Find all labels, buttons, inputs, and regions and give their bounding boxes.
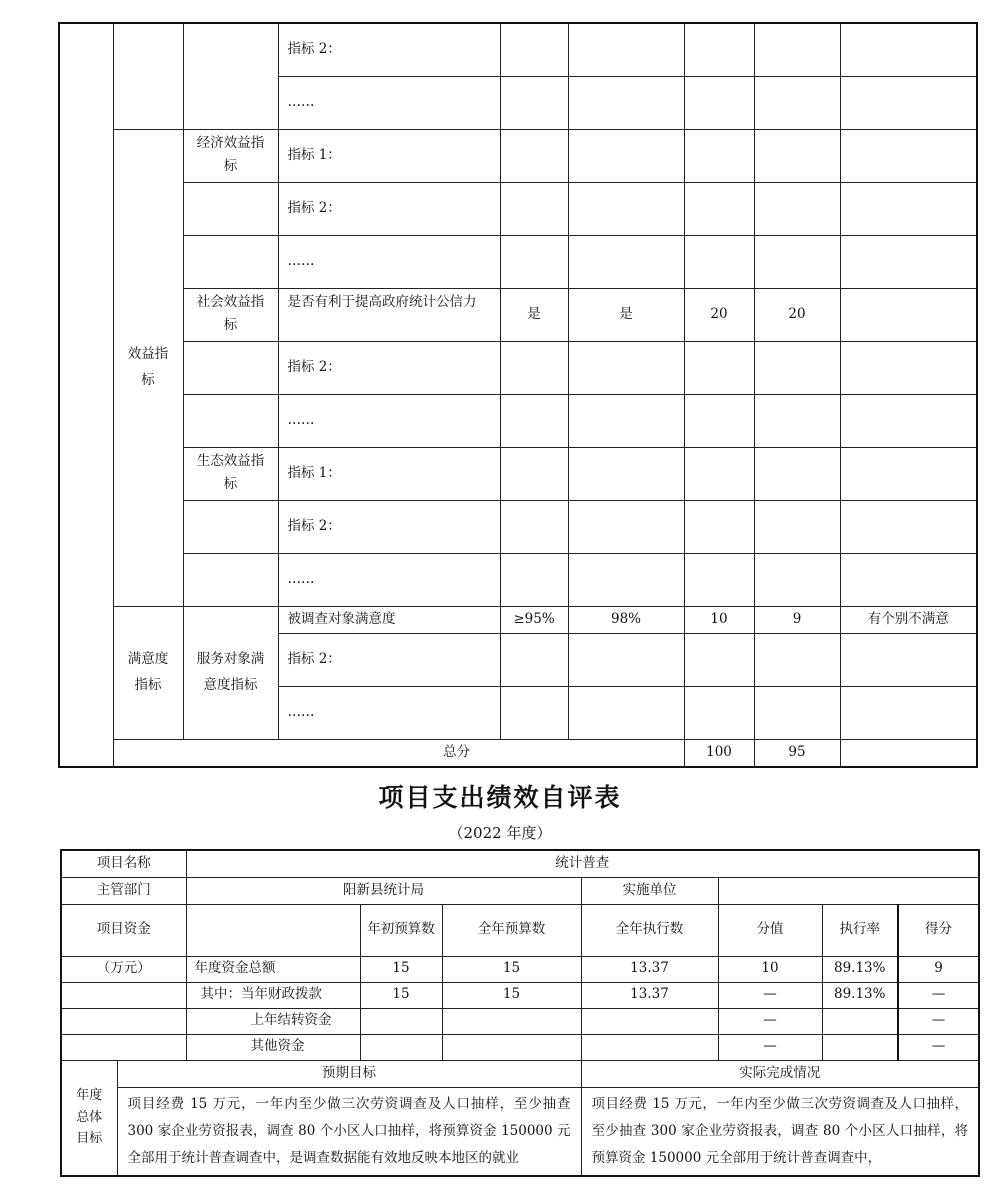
- score-value: 20: [754, 288, 840, 341]
- indicator-name: ……: [278, 686, 500, 739]
- fund-executed: [581, 1034, 718, 1060]
- dept-value: 阳新县统计局: [186, 877, 581, 904]
- note-value: [840, 182, 977, 235]
- indicator-table-body: [59, 23, 977, 767]
- level3-cell: [183, 553, 278, 606]
- actual-completion-label: 实际完成情况: [581, 1060, 979, 1087]
- total-score: 95: [754, 739, 840, 767]
- note-value: [840, 129, 977, 182]
- indicator-row: [59, 447, 977, 500]
- fund-initial: [360, 1008, 442, 1034]
- impl-value: [718, 877, 979, 904]
- target-value: [500, 182, 568, 235]
- weight-value: 10: [684, 606, 754, 633]
- weight-value: [684, 182, 754, 235]
- note-value: [840, 341, 977, 394]
- level3-cell: [183, 182, 278, 235]
- total-row: [59, 739, 977, 767]
- header-annual-budget: 全年预算数: [442, 904, 581, 956]
- actual-value: [568, 633, 684, 686]
- expected-goal-text: 项目经费 15 万元，一年内至少做三次劳资调查及人口抽样，至少抽查 300 家企业劳资报表，调查 80 个小区人口抽样，将预算资金 150000 元全部用于统计普查调查中，是调查数据能有效地反映本地区的就业: [117, 1087, 581, 1176]
- actual-completion-text: 项目经费 15 万元，一年内至少做三次劳资调查及人口抽样，至少抽查 300 家企业劳资报表，调查 80 个小区人口抽样，将预算资金 150000 元全部用于统计普查调查中，: [581, 1087, 979, 1176]
- weight-value: 20: [684, 288, 754, 341]
- funds-header-blank: [186, 904, 360, 956]
- score-value: [754, 341, 840, 394]
- indicator-name: ……: [278, 76, 500, 129]
- fund-weight: 10: [718, 956, 822, 982]
- level3-cell: 经济效益指标: [183, 129, 278, 182]
- department-row: [61, 877, 979, 904]
- target-value: [500, 447, 568, 500]
- target-value: [500, 341, 568, 394]
- target-value: [500, 553, 568, 606]
- level2-cell: 满意度指标: [113, 606, 183, 739]
- note-value: [840, 235, 977, 288]
- fund-executed: 13.37: [581, 956, 718, 982]
- score-value: [754, 553, 840, 606]
- level3-cell: [183, 23, 278, 129]
- score-value: [754, 633, 840, 686]
- weight-value: [684, 500, 754, 553]
- fund-initial: 15: [360, 956, 442, 982]
- target-value: 是: [500, 288, 568, 341]
- indicator-row: [59, 235, 977, 288]
- indicator-name: 被调查对象满意度: [278, 606, 500, 633]
- total-weight: 100: [684, 739, 754, 767]
- fund-annual: [442, 1008, 581, 1034]
- level2-cell: 效益指标: [113, 129, 183, 606]
- weight-value: [684, 23, 754, 76]
- fund-row: [61, 956, 979, 982]
- level3-cell: 生态效益指标: [183, 447, 278, 500]
- expected-goal-label: 预期目标: [117, 1060, 581, 1087]
- weight-value: [684, 633, 754, 686]
- target-value: [500, 500, 568, 553]
- weight-value: [684, 553, 754, 606]
- actual-value: [568, 76, 684, 129]
- score-value: [754, 447, 840, 500]
- indicator-name: 指标 2：: [278, 500, 500, 553]
- score-value: [754, 129, 840, 182]
- score-value: [754, 182, 840, 235]
- actual-value: [568, 182, 684, 235]
- level3-cell: [183, 235, 278, 288]
- note-value: [840, 23, 977, 76]
- funds-blank: [61, 982, 186, 1008]
- indicator-name: ……: [278, 235, 500, 288]
- indicator-table: [58, 22, 978, 768]
- indicator-row: [59, 606, 977, 633]
- indicator-row: [59, 341, 977, 394]
- target-value: [500, 394, 568, 447]
- header-initial-budget: 年初预算数: [360, 904, 442, 956]
- score-value: 9: [754, 606, 840, 633]
- indicator-row: [59, 182, 977, 235]
- indicator-name: 指标 2：: [278, 182, 500, 235]
- funds-label: 项目资金: [61, 904, 186, 956]
- indicator-name: 指标 1：: [278, 129, 500, 182]
- weight-value: [684, 686, 754, 739]
- project-name-value: 统计普查: [186, 850, 979, 877]
- fund-weight: —: [718, 1008, 822, 1034]
- fund-initial: [360, 1034, 442, 1060]
- target-value: [500, 23, 568, 76]
- level3-cell: [183, 341, 278, 394]
- funds-unit: （万元）: [61, 956, 186, 982]
- score-value: [754, 500, 840, 553]
- actual-value: [568, 500, 684, 553]
- indicator-row: [59, 394, 977, 447]
- actual-value: [568, 235, 684, 288]
- indicator-row: [59, 129, 977, 182]
- indicator-row: [59, 288, 977, 341]
- indicator-name: 指标 2：: [278, 23, 500, 76]
- target-value: ≥95%: [500, 606, 568, 633]
- level1-cell: [59, 23, 113, 767]
- fund-annual: 15: [442, 956, 581, 982]
- funds-blank: [61, 1034, 186, 1060]
- target-value: [500, 633, 568, 686]
- header-score: 得分: [898, 904, 979, 956]
- project-name-row: [61, 850, 979, 877]
- fund-initial: 15: [360, 982, 442, 1008]
- target-value: [500, 76, 568, 129]
- target-value: [500, 129, 568, 182]
- note-value: [840, 633, 977, 686]
- indicator-name: 是否有利于提高政府统计公信力: [278, 288, 500, 341]
- fund-score: —: [898, 1034, 979, 1060]
- actual-value: 98%: [568, 606, 684, 633]
- fund-annual: 15: [442, 982, 581, 1008]
- actual-value: [568, 447, 684, 500]
- score-value: [754, 686, 840, 739]
- impl-label: 实施单位: [581, 877, 718, 904]
- level3-cell: 社会效益指标: [183, 288, 278, 341]
- indicator-name: 指标 1：: [278, 447, 500, 500]
- note-value: [840, 76, 977, 129]
- fund-rate: 89.13%: [822, 982, 898, 1008]
- actual-value: [568, 553, 684, 606]
- level3-cell: 服务对象满意度指标: [183, 606, 278, 739]
- target-value: [500, 235, 568, 288]
- indicator-name: 指标 2：: [278, 341, 500, 394]
- funds-header-row: [61, 904, 979, 956]
- weight-value: [684, 129, 754, 182]
- actual-value: [568, 686, 684, 739]
- target-value: [500, 686, 568, 739]
- fund-rate: [822, 1008, 898, 1034]
- total-label: 总分: [113, 739, 684, 767]
- header-executed: 全年执行数: [581, 904, 718, 956]
- fund-weight: —: [718, 982, 822, 1008]
- actual-value: [568, 23, 684, 76]
- fund-weight: —: [718, 1034, 822, 1060]
- actual-value: [568, 394, 684, 447]
- note-value: [840, 686, 977, 739]
- note-value: [840, 394, 977, 447]
- note-value: [840, 553, 977, 606]
- fund-row: [61, 1034, 979, 1060]
- note-value: [840, 447, 977, 500]
- fund-rate: 89.13%: [822, 956, 898, 982]
- fund-score: 9: [898, 956, 979, 982]
- header-weight: 分值: [718, 904, 822, 956]
- actual-value: 是: [568, 288, 684, 341]
- indicator-name: 指标 2：: [278, 633, 500, 686]
- level3-cell: [183, 500, 278, 553]
- level2-cell: [113, 23, 183, 129]
- weight-value: [684, 447, 754, 500]
- fund-row-label: 其中：当年财政拨款: [186, 982, 360, 1008]
- fund-row-label: 上年结转资金: [186, 1008, 360, 1034]
- indicator-row: [59, 500, 977, 553]
- total-note: [840, 739, 977, 767]
- actual-value: [568, 341, 684, 394]
- fund-row: [61, 982, 979, 1008]
- project-name-label: 项目名称: [61, 850, 186, 877]
- fund-row-label: 年度资金总额: [186, 956, 360, 982]
- page-title: 项目支出绩效自评表: [378, 783, 622, 812]
- fund-annual: [442, 1034, 581, 1060]
- fund-rate: [822, 1034, 898, 1060]
- score-value: [754, 235, 840, 288]
- header-rate: 执行率: [822, 904, 898, 956]
- weight-value: [684, 235, 754, 288]
- indicator-name: ……: [278, 394, 500, 447]
- fund-row-label: 其他资金: [186, 1034, 360, 1060]
- actual-value: [568, 129, 684, 182]
- note-value: 有个别不满意: [840, 606, 977, 633]
- fund-executed: [581, 1008, 718, 1034]
- page-subtitle: （2022 年度）: [448, 824, 552, 842]
- weight-value: [684, 341, 754, 394]
- fund-score: —: [898, 982, 979, 1008]
- weight-value: [684, 76, 754, 129]
- note-value: [840, 500, 977, 553]
- self-evaluation-table: [60, 849, 980, 1177]
- dept-label: 主管部门: [61, 877, 186, 904]
- weight-value: [684, 394, 754, 447]
- indicator-row: [59, 553, 977, 606]
- indicator-row: [59, 23, 977, 76]
- fund-executed: 13.37: [581, 982, 718, 1008]
- score-value: [754, 76, 840, 129]
- level3-cell: [183, 394, 278, 447]
- note-value: [840, 288, 977, 341]
- annual-goal-label: 年度总体目标: [61, 1060, 117, 1176]
- score-value: [754, 23, 840, 76]
- fund-score: —: [898, 1008, 979, 1034]
- funds-blank: [61, 1008, 186, 1034]
- score-value: [754, 394, 840, 447]
- fund-row: [61, 1008, 979, 1034]
- indicator-name: ……: [278, 553, 500, 606]
- goal-text-row: [61, 1087, 979, 1176]
- goal-header-row: [61, 1060, 979, 1087]
